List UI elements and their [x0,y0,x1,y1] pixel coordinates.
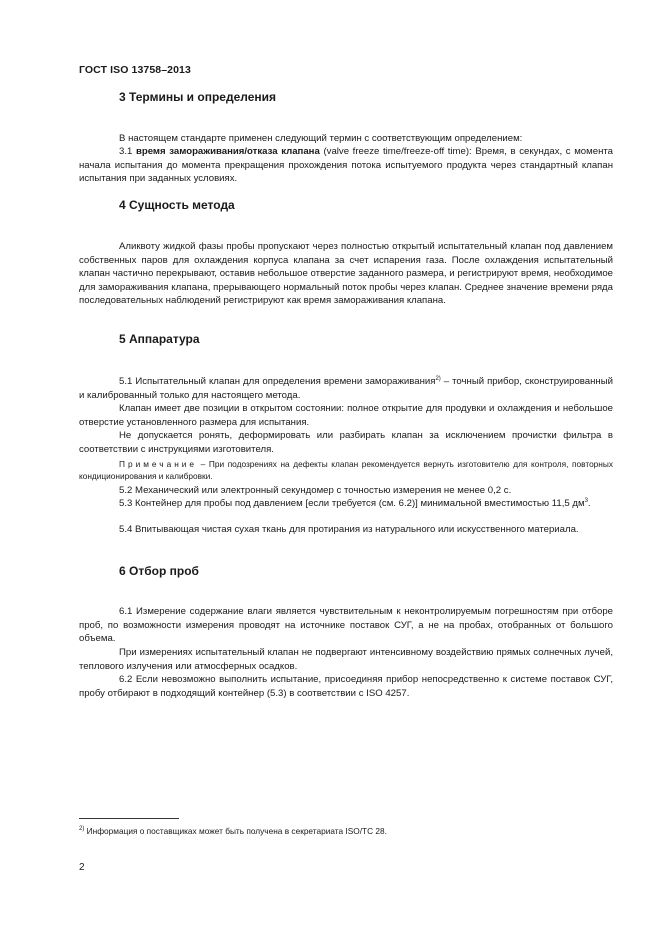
item-5-4-paragraph: 5.4 Впитывающая чистая сухая ткань для протирания из натурального или искусственного материала. [119,524,579,535]
footnote-mark: 2) [79,826,85,833]
term-3-1-paragraph [79,145,613,186]
valve-handling-paragraph: Не допускается ронять, деформировать или разбирать клапан за исключением прочистки фильтра в соответствии с инструкциями изготовителя. [79,430,613,455]
note-paragraph [79,458,613,482]
footnote-text: Информация о поставщиках может быть получена в секретариата ISO/TC 28. [84,826,387,836]
item-6-2-paragraph: 6.2 Если невозможно выполнить испытание, присоединяя прибор непосредственно к системе поставок СУГ, пробу отбирают в подходящий контейнер (5.3) в соответствии с ISO 4257. [79,674,613,699]
term-number: 3.1 [119,146,136,157]
note-label: Примечание [119,459,198,469]
item-5-1-text: 5.1 Испытательный клапан для определения времени замораживания [119,376,436,387]
valve-positions-paragraph: Клапан имеет две позиции в открытом состоянии: полное открытие для продувки и охлаждения и небольшое отверстие установленного размера для испытания. [79,403,613,428]
item-5-1-text-cont: – точный прибор, сконструированный и калиброванный только для настоящего метода. [79,376,613,401]
term-definition: (valve freeze time/freeze-off time): Время, в секундах, с момента начала испытания до момента прекращения прохождения потока испытуемого продукта через стандартный клапан испытания при заданных условиях. [79,146,613,185]
footnote-divider [79,818,179,819]
item-5-3-paragraph [79,497,613,511]
section-5-title: 5 Аппаратура [119,332,200,346]
item-5-3-end: . [587,498,591,509]
item-6-1-paragraph: 6.1 Измерение содержание влаги является чувствительным к неконтролируемым погрешностям при отборе проб, по возможности измерения проводят на источнике поставок СУГ, а не на пробах, отобранных от большого объема. [79,606,613,645]
footnote-ref: 2) [435,375,441,382]
term-name: время замораживания/отказа клапана [135,146,320,157]
exposure-paragraph: При измерениях испытательный клапан не подвергают интенсивному воздействию прямых солнечных лучей, теплового излучения или атмосферных осадков. [79,647,613,672]
item-5-3-text: 5.3 Контейнер для пробы под давлением [если требуется (см. 6.2)] минимальной вместимостью 11,5 дм [119,498,585,509]
unit-superscript: 3 [584,497,588,504]
item-5-1-paragraph [79,375,613,402]
note-text: – При подозрениях на дефекты клапан рекомендуется вернуть изготовителю для контроля, повторных кондиционирования и калибровки. [79,459,613,481]
section-4-paragraph: Аликвоту жидкой фазы пробы пропускают через полностью открытый испытательный клапан под давлением собственных паров для охлаждения корпуса клапана за счет испарения газа. После охлаждения испытательный клапан частично перекрывают, оставив небольшое отверстие заданного размера, и регистрируют время, необходимое для замораживания клапана, прерывающего нормальный поток пробы через клапан. Среднее значение времени ряда последовательных наблюдений регистрируют как время замораживания клапана. [79,241,613,307]
section-6-title: 6 Отбор проб [119,564,199,578]
section-3-intro: В настоящем стандарте применен следующий термин с соответствующим определением: [119,133,523,144]
standard-header: ГОСТ ISO 13758–2013 [79,64,191,76]
footnote [79,826,387,836]
section-3-title: 3 Термины и определения [119,90,277,104]
page-number: 2 [79,862,85,873]
section-4-title: 4 Сущность метода [119,198,235,212]
item-5-2-paragraph: 5.2 Механический или электронный секундомер с точностью измерения не менее 0,2 с. [119,485,512,496]
